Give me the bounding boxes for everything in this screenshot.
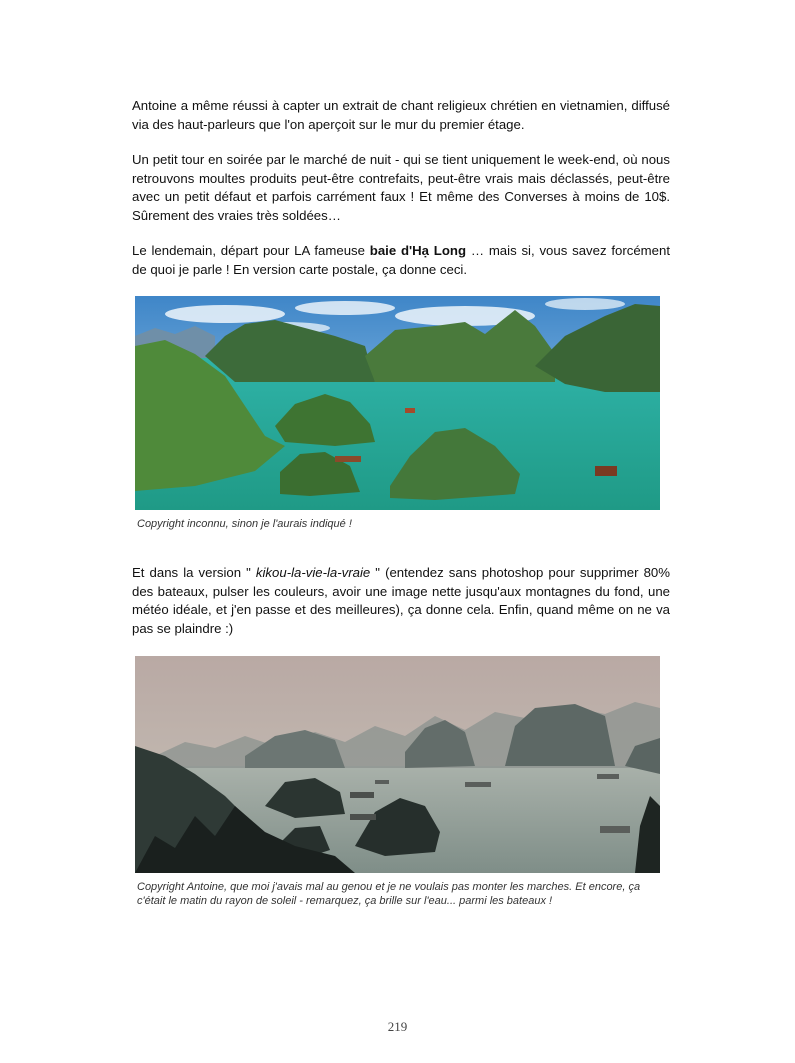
paragraph-real-version <box>132 564 670 638</box>
ha-long-postcard-photo <box>135 296 660 510</box>
paragraph-ha-long-text-end: … mais si, vous savez forcément de quoi je parle ! En version carte postale, ça donne ceci. <box>132 243 670 277</box>
paragraph-night-market: Un petit tour en soirée par le marché de nuit - qui se tient uniquement le week-end, où nous retrouvons moultes produits peut-être contrefaits, peut-être vrais mais déclassés, peut-être avec un petit défaut et parfois carrément faux ! Et même des Converses à moins de 10$. Sûrement des vraies très soldées… <box>132 152 670 223</box>
paragraph-chant: Antoine a même réussi à capter un extrait de chant religieux chrétien en vietnamien, diffusé via des haut-parleurs que l'on aperçoit sur le mur du premier étage. <box>132 98 670 132</box>
photo1-caption: Copyright inconnu, sinon je l'aurais indiqué ! <box>137 518 352 530</box>
photo2-caption: Copyright Antoine, que moi j'avais mal au genou et je ne voulais pas monter les marches. Et encore, ça c'était le matin du rayon de soleil - remarquez, ça brille sur l'eau... parmi les bateaux ! <box>137 881 641 907</box>
paragraph-real-version-text-end: " (entendez sans photoshop pour supprimer 80% des bateaux, pulser les couleurs, avoir une image nette jusqu'aux montagnes du fond, une météo idéale, et j'en passe et des meilleures), ça donne cela. Enfin, quand même on ne va pas se plaindre :) <box>132 565 670 636</box>
ha-long-bold: baie d'Hạ Long <box>369 243 467 258</box>
ha-long-misty-photo <box>135 656 660 873</box>
paragraph-real-version-text-start: Et dans la version " <box>132 565 256 580</box>
page-number: 219 <box>387 1019 408 1034</box>
paragraph-ha-long <box>132 242 670 279</box>
paragraph-ha-long-text-start: Le lendemain, départ pour LA fameuse <box>132 243 370 258</box>
kikou-italic: kikou-la-vie-la-vraie <box>255 565 371 580</box>
